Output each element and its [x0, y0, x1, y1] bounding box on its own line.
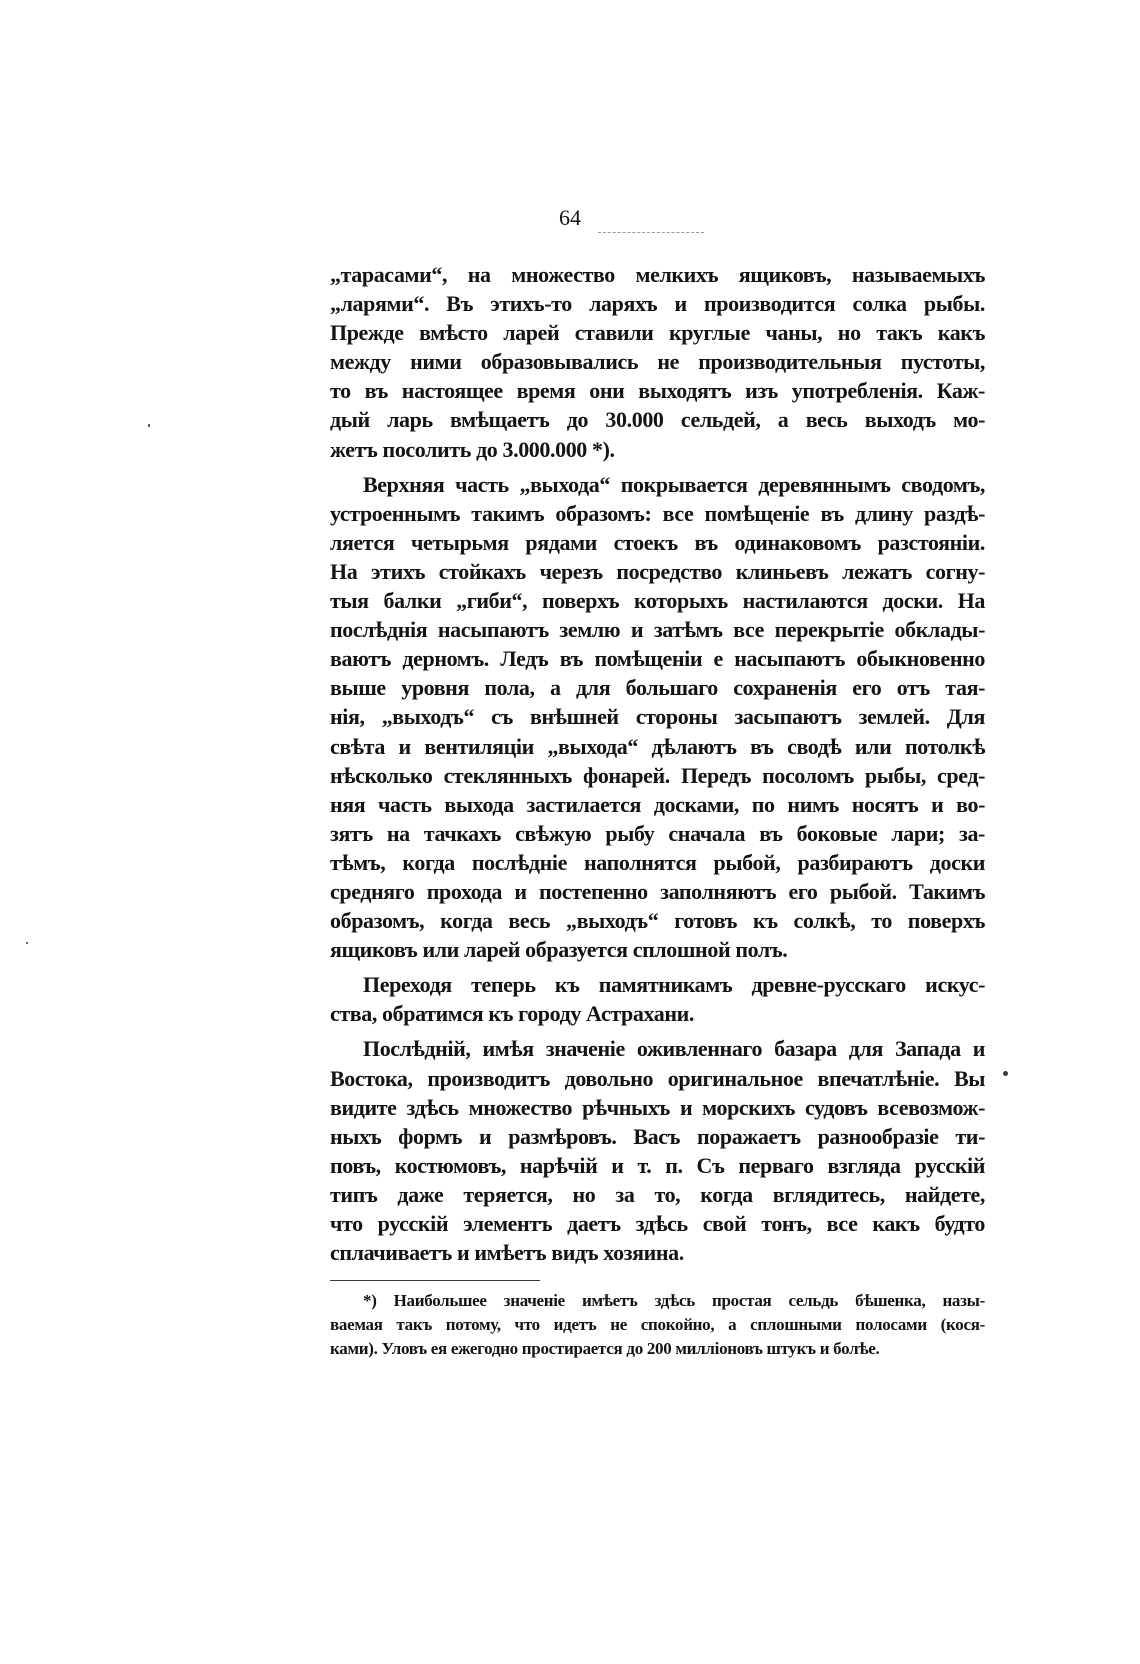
text-line: сплачиваетъ и имѣетъ видъ хозяина. [330, 1240, 684, 1266]
text-line: ящиковъ или ларей образуется сплошной полъ. [330, 937, 788, 963]
text-line: между ними образовывались не производительныя пустоты, [330, 349, 985, 375]
text-line: ства, обратимся къ городу Астрахани. [330, 1001, 695, 1027]
text-line: ныхъ формъ и размѣровъ. Васъ поражаетъ разнообразіе ти- [330, 1123, 985, 1149]
text-line: повъ, костюмовъ, нарѣчій и т. п. Съ перваго взгляда русскій [330, 1152, 985, 1178]
text-line: ваютъ дерномъ. Ледъ въ помѣщеніи е насыпаютъ обыкновенно [330, 646, 985, 672]
footnote-line: ками). Уловъ ея ежегодно простирается до 200 милліоновъ штукъ и болѣе. [330, 1339, 880, 1358]
text-line: „ларями“. Въ этихъ-то ларяхъ и производится солка рыбы. [330, 291, 985, 317]
text-line: средняго прохода и постепенно заполняютъ его рыбой. Такимъ [330, 878, 985, 904]
margin-speck-left-lower [26, 942, 28, 944]
margin-speck-left [148, 424, 150, 427]
paragraph [330, 260, 985, 464]
text-line: образомъ, когда весь „выходъ“ готовъ къ солкѣ, то поверхъ [330, 908, 985, 934]
text-line: няя часть выхода застилается досками, по нимъ носятъ и во- [330, 791, 985, 817]
text-line: Востока, производитъ довольно оригинальное впечатлѣніе. Вы [330, 1065, 985, 1091]
text-line: На этихъ стойкахъ черезъ посредство клиньевъ лежатъ согну- [330, 558, 985, 584]
text-line: Послѣдній, имѣя значеніе оживленнаго базара для Запада и [363, 1036, 985, 1062]
footnote-divider [330, 1280, 540, 1281]
text-line: ляется четырьмя рядами стоекъ въ одинаковомъ разстояніи. [330, 529, 985, 555]
body-text [330, 260, 985, 1267]
text-line: устроеннымъ такимъ образомъ: все помѣщеніе въ длину раздѣ- [330, 500, 985, 526]
text-line: зятъ на тачкахъ свѣжую рыбу сначала въ боковые лари; за- [330, 820, 985, 846]
text-line: тѣмъ, когда послѣдніе наполнятся рыбой, разбираютъ доски [330, 849, 985, 875]
paragraph [330, 470, 985, 965]
footnote [330, 1289, 985, 1361]
text-line: тыя балки „гиби“, поверхъ которыхъ настилаются доски. На [330, 588, 985, 614]
text-line: видите здѣсь множество рѣчныхъ и морскихъ судовъ всевозмож- [330, 1094, 985, 1120]
footnote-line: *) Наибольшее значеніе имѣетъ здѣсь простая сельдь бѣшенка, назы- [363, 1291, 985, 1310]
paragraph [330, 970, 985, 1028]
text-line: Прежде вмѣсто ларей ставили круглые чаны, но такъ какъ [330, 320, 985, 346]
text-line: послѣднія насыпаютъ землю и затѣмъ все перекрытіе обклады- [330, 617, 985, 643]
page-number: 64 [559, 205, 581, 230]
text-line: нія, „выходъ“ съ внѣшней стороны засыпаютъ землей. Для [330, 704, 985, 730]
text-line: Верхняя часть „выхода“ покрывается деревяннымъ сводомъ, [363, 471, 985, 497]
text-line: свѣта и вентиляціи „выхода“ дѣлаютъ въ сводѣ или потолкѣ [330, 733, 985, 759]
page-number-rule [598, 232, 704, 233]
text-line: дый ларь вмѣщаетъ до 30.000 сельдей, а весь выходъ мо- [330, 407, 985, 433]
margin-dot-mark [1003, 1071, 1008, 1076]
text-line: что русскій элементъ даетъ здѣсь свой тонъ, все какъ будто [330, 1211, 985, 1236]
text-line: выше уровня пола, а для большаго сохраненія его отъ тая- [330, 675, 985, 701]
footnote-line: ваемая такъ потому, что идетъ не спокойно, а сплошными полосами (кося- [330, 1315, 985, 1334]
text-line: Переходя теперь къ памятникамъ древне-русскаго искус- [363, 972, 985, 998]
text-line: нѣсколько стеклянныхъ фонарей. Передъ посоломъ рыбы, сред- [330, 762, 985, 788]
paragraph [330, 1034, 985, 1267]
text-line: жетъ посолить до 3.000.000 *). [330, 436, 615, 462]
text-line: то въ настоящее время они выходятъ изъ употребленія. Каж- [330, 378, 985, 404]
text-line: „тарасами“, на множество мелкихъ ящиковъ, называемыхъ [330, 262, 985, 287]
text-line: типъ даже теряется, но за то, когда вглядитесь, найдете, [330, 1181, 985, 1207]
